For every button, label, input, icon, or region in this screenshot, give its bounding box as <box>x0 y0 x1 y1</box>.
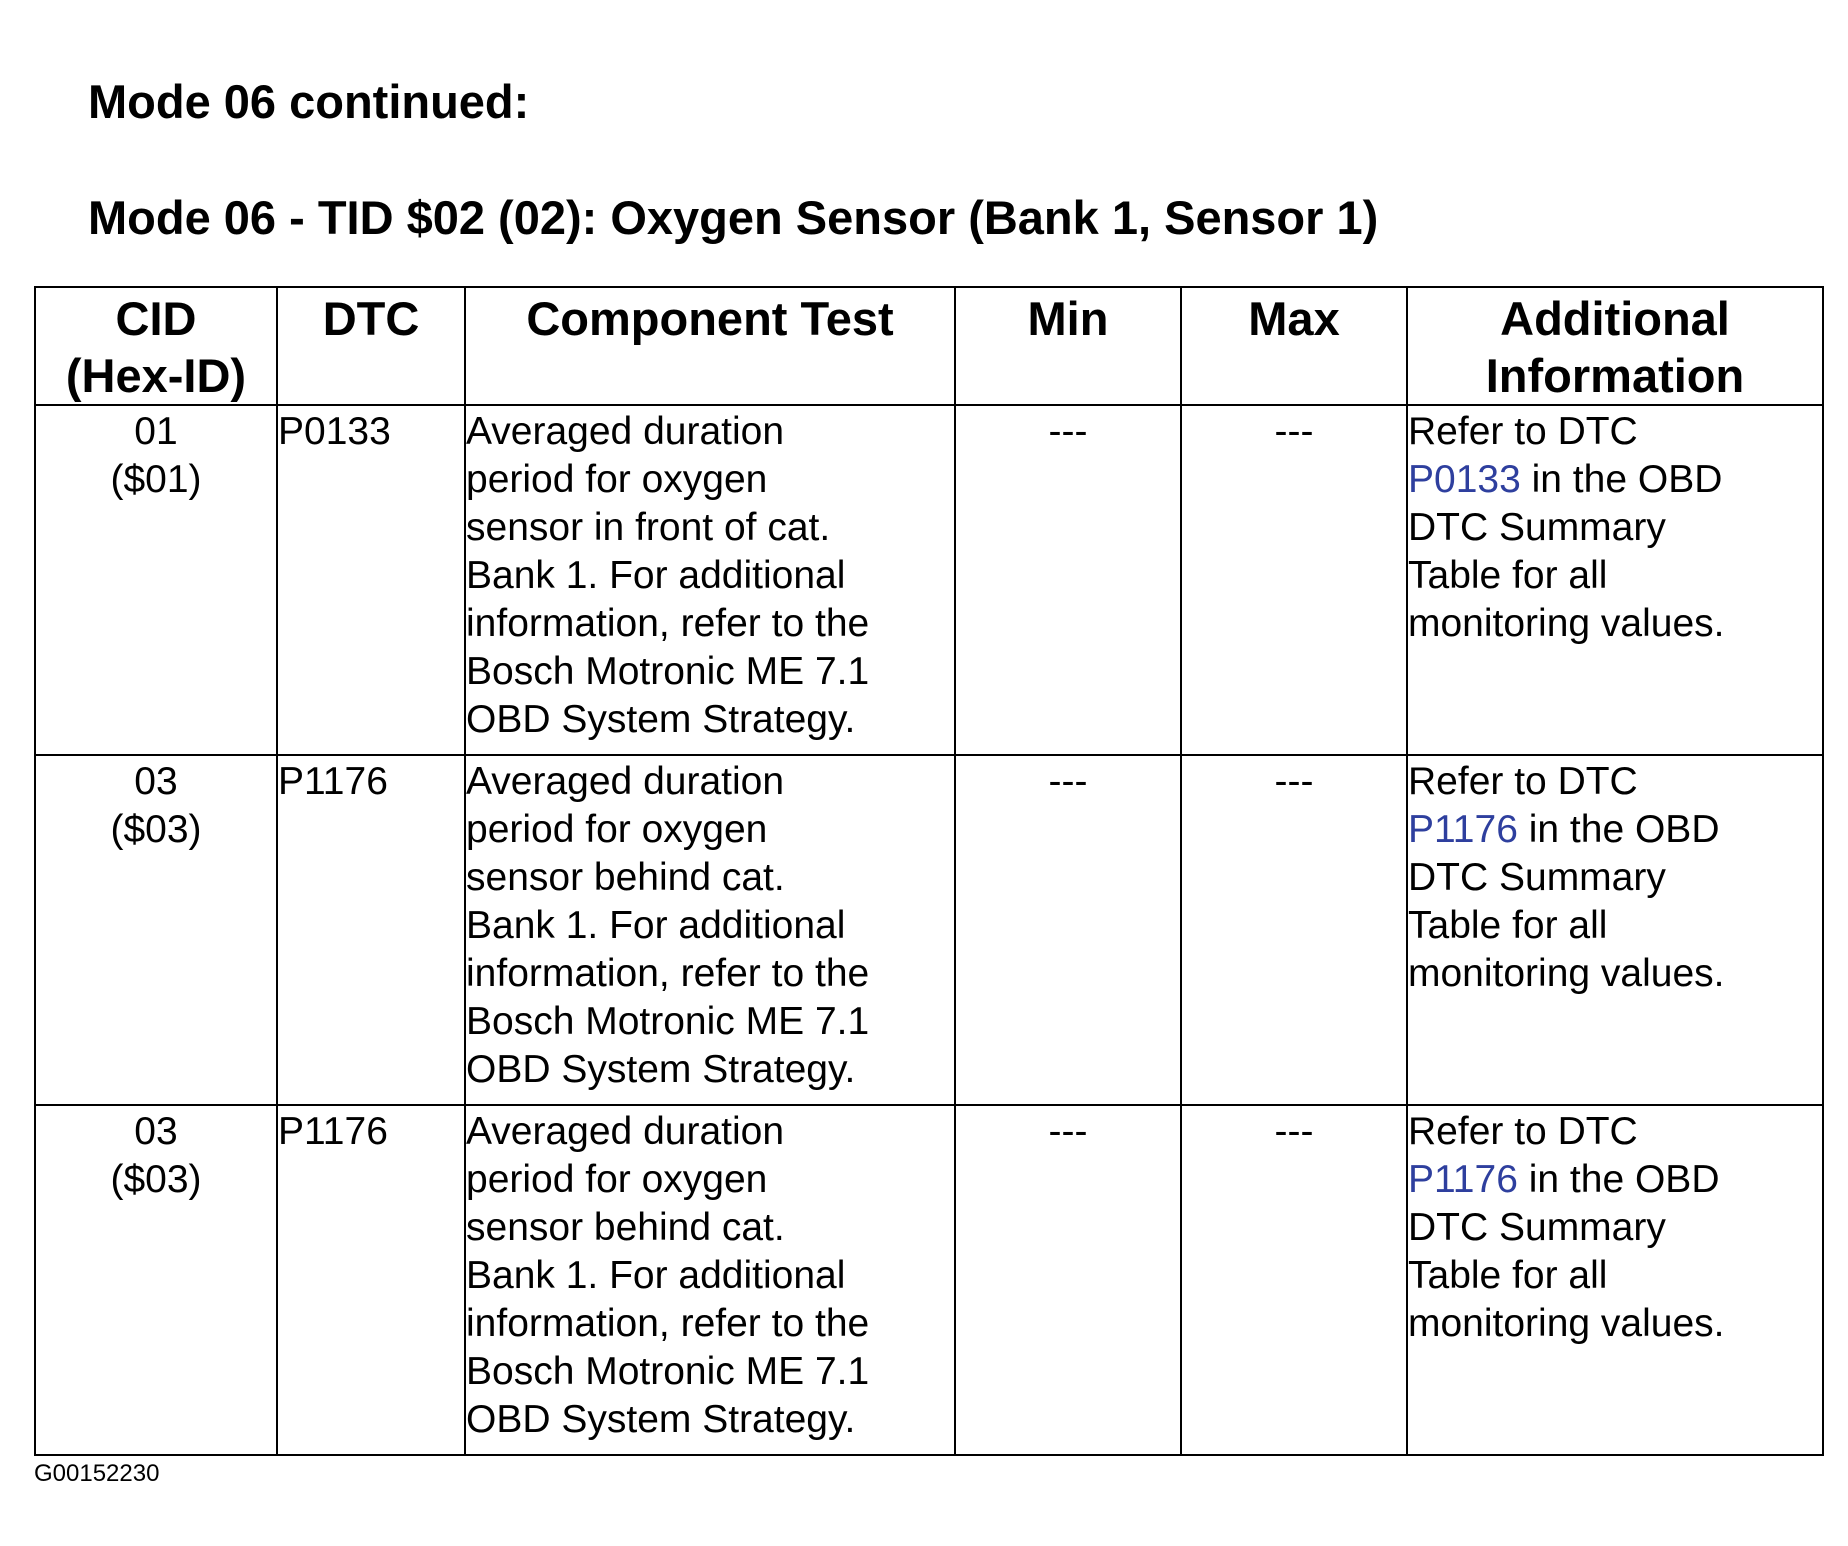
info-line: Refer to DTC <box>1408 760 1638 803</box>
header-component-test <box>465 287 955 405</box>
info-line: DTC Summary <box>1408 1206 1666 1249</box>
cell-dtc <box>277 1105 465 1455</box>
section-heading: Mode 06 continued: <box>88 75 530 128</box>
header-info-line: Information <box>1485 349 1745 402</box>
component-line: sensor behind cat. <box>466 856 785 899</box>
cell-dtc <box>277 405 465 755</box>
table-header-row <box>35 287 1823 405</box>
max-value: --- <box>1274 1110 1314 1153</box>
header-cid-line: CID <box>115 292 197 345</box>
cell-component-test <box>465 405 955 755</box>
cell-component-test <box>465 1105 955 1455</box>
dtc-code: P0133 <box>278 410 391 453</box>
header-cid <box>35 287 277 405</box>
component-line: OBD System Strategy. <box>466 1398 856 1441</box>
header-dtc-label: DTC <box>322 292 420 345</box>
component-line: OBD System Strategy. <box>466 1048 856 1091</box>
component-line: sensor in front of cat. <box>466 506 831 549</box>
component-line: Bosch Motronic ME 7.1 <box>466 1000 870 1043</box>
component-line: Bank 1. For additional <box>466 904 846 947</box>
cell-min <box>955 405 1181 755</box>
component-line: Averaged duration <box>466 410 785 453</box>
cid-value: 03 <box>134 1110 178 1153</box>
header-max-label: Max <box>1248 292 1340 345</box>
table-title: Mode 06 - TID $02 (02): Oxygen Sensor (Bank 1, Sensor 1) <box>88 191 1379 244</box>
cell-additional-info <box>1407 1105 1823 1455</box>
component-line: Averaged duration <box>466 1110 785 1153</box>
mode06-table <box>34 286 1824 1456</box>
component-line: period for oxygen <box>466 1158 768 1201</box>
cell-cid <box>35 755 277 1105</box>
cell-max <box>1181 1105 1407 1455</box>
component-line: Bank 1. For additional <box>466 1254 846 1297</box>
header-info-line: Additional <box>1500 292 1730 345</box>
min-value: --- <box>1048 760 1088 803</box>
dtc-code: P1176 <box>278 760 388 803</box>
header-additional-info <box>1407 287 1823 405</box>
component-line: Averaged duration <box>466 760 785 803</box>
cell-component-test <box>465 755 955 1105</box>
info-line: Table for all <box>1408 1254 1608 1297</box>
cid-value: 03 <box>134 760 178 803</box>
table-row <box>35 1105 1823 1455</box>
header-min-label: Min <box>1027 292 1109 345</box>
header-max <box>1181 287 1407 405</box>
info-line: Table for all <box>1408 904 1608 947</box>
cid-hex: ($01) <box>110 458 202 501</box>
cell-additional-info <box>1407 405 1823 755</box>
info-line <box>1408 806 1822 854</box>
component-line: Bosch Motronic ME 7.1 <box>466 650 870 693</box>
cell-min <box>955 1105 1181 1455</box>
component-line: information, refer to the <box>466 1302 870 1345</box>
component-line: information, refer to the <box>466 952 870 995</box>
component-line: period for oxygen <box>466 458 768 501</box>
dtc-link[interactable]: P0133 <box>1408 458 1521 501</box>
cell-additional-info <box>1407 755 1823 1105</box>
info-line: Refer to DTC <box>1408 1110 1638 1153</box>
info-line: monitoring values. <box>1408 952 1725 995</box>
info-line-rest: in the OBD <box>1517 1158 1720 1201</box>
table-row <box>35 405 1823 755</box>
max-value: --- <box>1274 410 1314 453</box>
dtc-link[interactable]: P1176 <box>1408 808 1518 851</box>
component-line: Bosch Motronic ME 7.1 <box>466 1350 870 1393</box>
header-component-label: Component Test <box>526 292 894 345</box>
figure-id: G00152230 <box>34 1460 160 1487</box>
component-line: sensor behind cat. <box>466 1206 785 1249</box>
header-dtc <box>277 287 465 405</box>
min-value: --- <box>1048 1110 1088 1153</box>
header-min <box>955 287 1181 405</box>
cell-cid <box>35 1105 277 1455</box>
dtc-link[interactable]: P1176 <box>1408 1158 1518 1201</box>
info-line-rest: in the OBD <box>1520 458 1723 501</box>
table-row <box>35 755 1823 1105</box>
cid-value: 01 <box>134 410 178 453</box>
dtc-code: P1176 <box>278 1110 388 1153</box>
min-value: --- <box>1048 410 1088 453</box>
component-line: period for oxygen <box>466 808 768 851</box>
info-line <box>1408 1156 1822 1204</box>
cid-hex: ($03) <box>110 808 202 851</box>
component-line: Bank 1. For additional <box>466 554 846 597</box>
info-line: DTC Summary <box>1408 506 1666 549</box>
cell-max <box>1181 755 1407 1105</box>
component-line: information, refer to the <box>466 602 870 645</box>
cell-cid <box>35 405 277 755</box>
cell-max <box>1181 405 1407 755</box>
info-line: DTC Summary <box>1408 856 1666 899</box>
cid-hex: ($03) <box>110 1158 202 1201</box>
component-line: OBD System Strategy. <box>466 698 856 741</box>
info-line: Refer to DTC <box>1408 410 1638 453</box>
cell-min <box>955 755 1181 1105</box>
header-cid-line: (Hex-ID) <box>65 349 247 402</box>
cell-dtc <box>277 755 465 1105</box>
max-value: --- <box>1274 760 1314 803</box>
info-line-rest: in the OBD <box>1517 808 1720 851</box>
info-line <box>1408 456 1822 504</box>
info-line: monitoring values. <box>1408 602 1725 645</box>
info-line: Table for all <box>1408 554 1608 597</box>
info-line: monitoring values. <box>1408 1302 1725 1345</box>
